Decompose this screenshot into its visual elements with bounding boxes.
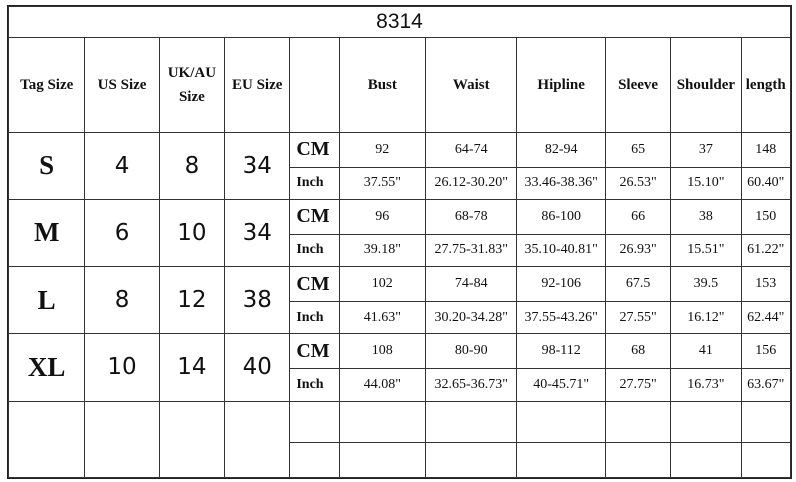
bust-cm-cell: 92: [339, 132, 425, 167]
header-tag-size: Tag Size: [9, 38, 85, 132]
header-length: length: [741, 38, 790, 132]
bust-inch-cell: 41.63": [339, 302, 425, 334]
sleeve-inch-cell: 27.55": [605, 302, 670, 334]
size-table: [8, 6, 791, 478]
empty-cell: [605, 442, 670, 477]
waist-inch-cell: 32.65-36.73": [426, 369, 517, 401]
bust-cm-cell: 108: [339, 334, 425, 369]
eu-size-cell: 34: [225, 199, 290, 266]
sleeve-inch-cell: 27.75": [605, 369, 670, 401]
shoulder-cm-cell: 39.5: [671, 267, 741, 302]
length-cm-cell: 150: [741, 199, 790, 234]
length-cm-cell: 153: [741, 267, 790, 302]
waist-inch-cell: 30.20-34.28": [426, 302, 517, 334]
title-row: [9, 7, 791, 38]
bust-cm-cell: 96: [339, 199, 425, 234]
uk-au-size-cell: 8: [159, 132, 224, 199]
bust-inch-cell: 44.08": [339, 369, 425, 401]
sleeve-cm-cell: 65: [605, 132, 670, 167]
length-inch-cell: 61.22": [741, 234, 790, 266]
length-cm-cell: 148: [741, 132, 790, 167]
empty-cell: [9, 401, 85, 477]
hipline-cm-cell: 82-94: [517, 132, 605, 167]
hipline-inch-cell: 35.10-40.81": [517, 234, 605, 266]
unit-inch-label: Inch: [290, 167, 339, 199]
header-sleeve: Sleeve: [605, 38, 670, 132]
length-inch-cell: 60.40": [741, 167, 790, 199]
empty-cell: [225, 401, 290, 477]
sleeve-inch-cell: 26.53": [605, 167, 670, 199]
unit-inch-label: Inch: [290, 234, 339, 266]
us-size-cell: 8: [85, 267, 159, 334]
tag-size-cell: M: [9, 199, 85, 266]
tag-size-cell: L: [9, 267, 85, 334]
shoulder-inch-cell: 15.51": [671, 234, 741, 266]
table-row: [9, 267, 791, 302]
hipline-inch-cell: 37.55-43.26": [517, 302, 605, 334]
uk-au-size-cell: 12: [159, 267, 224, 334]
table-row: [9, 334, 791, 369]
header-uk-au-size: UK/AU Size: [159, 38, 224, 132]
empty-row: [9, 401, 791, 442]
hipline-cm-cell: 86-100: [517, 199, 605, 234]
table-row: [9, 199, 791, 234]
waist-cm-cell: 68-78: [426, 199, 517, 234]
tag-size-cell: S: [9, 132, 85, 199]
hipline-cm-cell: 92-106: [517, 267, 605, 302]
us-size-cell: 6: [85, 199, 159, 266]
empty-cell: [517, 442, 605, 477]
header-waist: Waist: [426, 38, 517, 132]
us-size-cell: 10: [85, 334, 159, 401]
uk-au-size-cell: 10: [159, 199, 224, 266]
empty-cell: [671, 401, 741, 442]
empty-cell: [339, 401, 425, 442]
hipline-inch-cell: 33.46-38.36": [517, 167, 605, 199]
unit-inch-label: Inch: [290, 302, 339, 334]
empty-cell: [517, 401, 605, 442]
shoulder-cm-cell: 38: [671, 199, 741, 234]
empty-cell: [339, 442, 425, 477]
sleeve-cm-cell: 66: [605, 199, 670, 234]
length-inch-cell: 63.67": [741, 369, 790, 401]
waist-cm-cell: 74-84: [426, 267, 517, 302]
unit-cm-label: CM: [290, 267, 339, 302]
shoulder-inch-cell: 15.10": [671, 167, 741, 199]
eu-size-cell: 34: [225, 132, 290, 199]
empty-cell: [159, 401, 224, 477]
empty-cell: [741, 401, 790, 442]
length-inch-cell: 62.44": [741, 302, 790, 334]
waist-inch-cell: 27.75-31.83": [426, 234, 517, 266]
bust-inch-cell: 39.18": [339, 234, 425, 266]
tag-size-cell: XL: [9, 334, 85, 401]
header-row: [9, 38, 791, 132]
hipline-cm-cell: 98-112: [517, 334, 605, 369]
unit-cm-label: CM: [290, 199, 339, 234]
uk-au-size-cell: 14: [159, 334, 224, 401]
header-unit: [290, 38, 339, 132]
header-eu-size: EU Size: [225, 38, 290, 132]
unit-cm-label: CM: [290, 334, 339, 369]
size-chart: [7, 5, 792, 479]
chart-title: 8314: [9, 7, 791, 38]
empty-cell: [605, 401, 670, 442]
eu-size-cell: 38: [225, 267, 290, 334]
hipline-inch-cell: 40-45.71": [517, 369, 605, 401]
sleeve-inch-cell: 26.93": [605, 234, 670, 266]
shoulder-cm-cell: 41: [671, 334, 741, 369]
eu-size-cell: 40: [225, 334, 290, 401]
shoulder-inch-cell: 16.73": [671, 369, 741, 401]
table-row: [9, 132, 791, 167]
empty-cell: [426, 442, 517, 477]
empty-cell: [290, 442, 339, 477]
unit-inch-label: Inch: [290, 369, 339, 401]
header-hipline: Hipline: [517, 38, 605, 132]
sleeve-cm-cell: 67.5: [605, 267, 670, 302]
length-cm-cell: 156: [741, 334, 790, 369]
header-us-size: US Size: [85, 38, 159, 132]
empty-cell: [85, 401, 159, 477]
bust-inch-cell: 37.55": [339, 167, 425, 199]
empty-cell: [671, 442, 741, 477]
waist-cm-cell: 64-74: [426, 132, 517, 167]
us-size-cell: 4: [85, 132, 159, 199]
header-bust: Bust: [339, 38, 425, 132]
shoulder-cm-cell: 37: [671, 132, 741, 167]
bust-cm-cell: 102: [339, 267, 425, 302]
unit-cm-label: CM: [290, 132, 339, 167]
empty-cell: [290, 401, 339, 442]
empty-cell: [741, 442, 790, 477]
sleeve-cm-cell: 68: [605, 334, 670, 369]
empty-cell: [426, 401, 517, 442]
header-shoulder: Shoulder: [671, 38, 741, 132]
waist-inch-cell: 26.12-30.20": [426, 167, 517, 199]
shoulder-inch-cell: 16.12": [671, 302, 741, 334]
waist-cm-cell: 80-90: [426, 334, 517, 369]
